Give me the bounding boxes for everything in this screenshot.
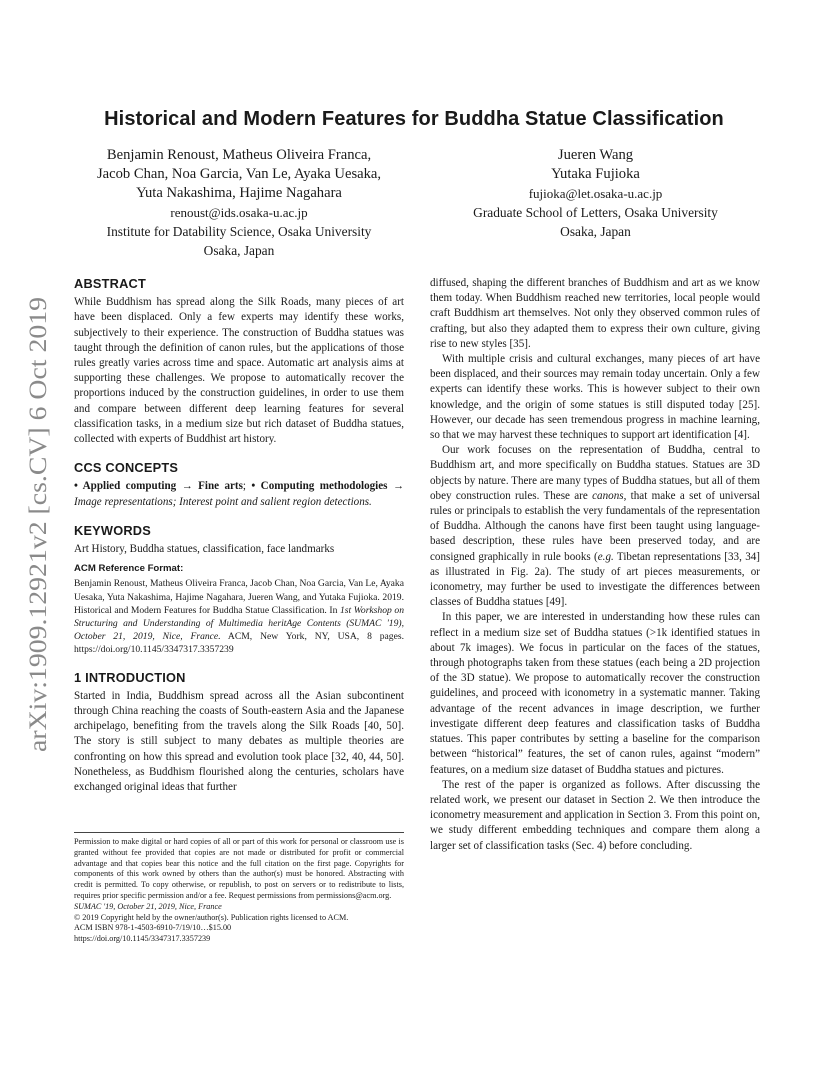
acm-reference-publisher: ACM, New York, NY, USA, 8 pages. https://doi.org/10.1145/3347317.3357239	[74, 631, 404, 656]
acm-reference-authors: Benjamin Renoust, Matheus Oliveira Franca, Jacob Chan, Noa Garcia, Van Le, Ayaka Uesaka, Yuta Nakashima, Hajime Nagahara, Jueren Wang, and Yutaka Fujioka. 2019. Historical and Modern Features for Buddha Statue Classification. In	[74, 578, 404, 616]
author-names-line: Benjamin Renoust, Matheus Oliveira Franca,	[106, 147, 372, 163]
emphasis-canons: canons	[592, 489, 624, 502]
author-affiliation: Graduate School of Letters, Osaka University	[473, 205, 718, 220]
author-block-right	[428, 146, 763, 241]
emphasis-eg: e.g.	[597, 550, 614, 563]
abstract-text: While Buddhism has spread along the Silk Roads, many pieces of art have been displaced. Only a few experts may identify these works, subjectively to their experience. The construction of Buddha statues was taught through the definition of canon rules, but the applications of those rules greatly varies across time and space. Automatic art analysis aims at supporting these challenges. We propose to automatically recover the proportions induced by the construction guidelines, in order to use them and compare between different deep learning features for several classification tasks, in a medium size but rich dataset of Buddha statues, collected with experts of Buddhist art history.	[74, 296, 404, 446]
left-column	[74, 276, 404, 795]
ccs-concept-1: • Applied computing → Fine arts	[74, 480, 243, 493]
author-affiliation: Institute for Datability Science, Osaka University	[106, 224, 372, 239]
author-names-line: Jueren Wang	[557, 147, 634, 163]
paragraph-segment: Tibetan representations [33, 34] as illustrated in Fig. 2a). The study of art pieces measurements, or iconometry, may further be used to investigate the differences between classes of Buddha statues [49].	[430, 550, 761, 609]
paragraph-segment: Our work focuses on the representation of Buddha, central to Buddhism art, and more specifically on Buddha statues. Statues are 3D objects by nature. There are many types of Buddha statues, but all of them obey construction rules. These are	[430, 444, 760, 502]
ccs-text	[74, 479, 404, 509]
footnote-copyright: © 2019 Copyright held by the owner/author(s). Publication rights licensed to ACM.	[74, 912, 349, 922]
paper-title: Historical and Modern Features for Buddha Statue Classification	[104, 108, 724, 130]
author-email: renoust@ids.osaka-u.ac.jp	[170, 205, 308, 220]
introduction-paragraph: Started in India, Buddhism spread across all the Asian subcontinent through China reaching the coasts of South-eastern Asia and the Japanese archipelago, benefiting from the travels along the Silk Roads [40, 50]. The story is still subject to many debates as multiple theories are confronting on how this spread and evolution took place [32, 40, 44, 50]. Nonetheless, as Buddhism flourished along the centuries, scholars have exchanged original ideas that further	[74, 689, 404, 794]
author-block-left	[74, 146, 404, 260]
author-location: Osaka, Japan	[203, 243, 275, 258]
permission-footnote	[74, 832, 404, 945]
keywords-text: Art History, Buddha statues, classification, face landmarks	[74, 543, 335, 556]
paragraph-segment: , that make a set of universal rules or principals to establish the very fundamentals of the representation of Buddha. Although the canons have first been taught using language-based description, these rules have been preserved today, and are consigned graphically in rule books (	[430, 489, 760, 563]
author-names-line: Jacob Chan, Noa Garcia, Van Le, Ayaka Uesaka,	[96, 166, 382, 182]
author-names-line: Yuta Nakashima, Hajime Nagahara	[136, 185, 342, 201]
arxiv-id: arXiv:1909.12921v2 [cs.CV] 6 Oct 2019	[23, 334, 52, 752]
ccs-separator: ;	[242, 480, 252, 493]
abstract-heading: ABSTRACT	[74, 276, 146, 291]
right-column	[430, 276, 760, 854]
intro-paragraph	[430, 443, 760, 610]
intro-paragraph: With multiple crisis and cultural exchanges, many pieces of art have been displaced, and their sources may remain today uncertain. Only a few experts can identify these works. This is however subject to their own knowledge, and the origin of some statues is still disputed today [25]. However, our decade has seen tremendous progress in machine learning, so that we may harvest these techniques to support art identification [4].	[430, 353, 760, 442]
ccs-concept-detail: Image representations; Interest point and salient region detections.	[74, 495, 372, 508]
footnote-doi: https://doi.org/10.1145/3347317.3357239	[74, 934, 211, 944]
ccs-heading: CCS CONCEPTS	[74, 460, 179, 476]
author-email: fujioka@let.osaka-u.ac.jp	[528, 186, 663, 201]
footnote-venue: SUMAC '19, October 21, 2019, Nice, France	[74, 901, 222, 911]
author-names-line: Yutaka Fujioka	[551, 166, 640, 182]
intro-paragraph: The rest of the paper is organized as follows. After discussing the related work, we present our dataset in Section 2. We then introduce the iconometry measurement and application in Section 3. From this point on, we study different embedding techniques and compare them along a larger set of classification tasks (Sec. 4) before concluding.	[430, 778, 760, 852]
author-location: Osaka, Japan	[560, 224, 631, 239]
introduction-heading: 1 INTRODUCTION	[74, 669, 186, 685]
keywords-heading: KEYWORDS	[74, 522, 151, 538]
intro-paragraph: diffused, shaping the different branches of Buddhism and art as we know them today. When Buddhism reached new territories, local people would craft Buddhism art themselves. Not only they observed common rules of crafting, but also they adapted them to express their own culture, giving rise to new styles [35].	[430, 277, 760, 350]
acm-reference-venue: 1st Workshop on Structuring and Understanding of Multimedia heritAge Contents (SUMAC '19), October 21, 2019, Nice, France.	[74, 604, 404, 643]
acm-reference-heading: ACM Reference Format:	[74, 563, 184, 575]
permission-notice: Permission to make digital or hard copies of all or part of this work for personal or classroom use is granted without fee provided that copies are not made or distributed for profit or commercial advantage and that copies bear this notice and the full citation on the first page. Copyrights for components of this work owned by others than the author(s) must be honored. Abstracting with credit is permitted. To copy otherwise, or republish, to post on servers or to redistribute to lists, requires prior specific permission and/or a fee. Request permissions from permissions@acm.org.	[74, 837, 404, 900]
arxiv-stamp	[10, 296, 64, 756]
footnote-isbn: ACM ISBN 978-1-4503-6910-7/19/10…$15.00	[74, 923, 232, 933]
ccs-concept-2: • Computing methodologies →	[251, 480, 404, 493]
intro-paragraph: In this paper, we are interested in understanding how these rules can reflect in a medium size set of Buddha statues (>1k identified statues in about 7k images). We focus in particular on the faces of the statues, through photographs taken from these statues (each being a 2D projection of the 3D statue). We propose to automatically recover the construction guidelines, and proceed with iconometry in a systematic manner. Taking advantage of the recent advances in image description, we further investigate different deep features and classification tasks of Buddha statues. This paper contributes by setting a baseline for the comparison between “historical” features, the set of canon rules, against “modern” features, on a medium size dataset of Buddha statues and pictures.	[430, 611, 760, 776]
acm-reference-text	[74, 577, 404, 656]
